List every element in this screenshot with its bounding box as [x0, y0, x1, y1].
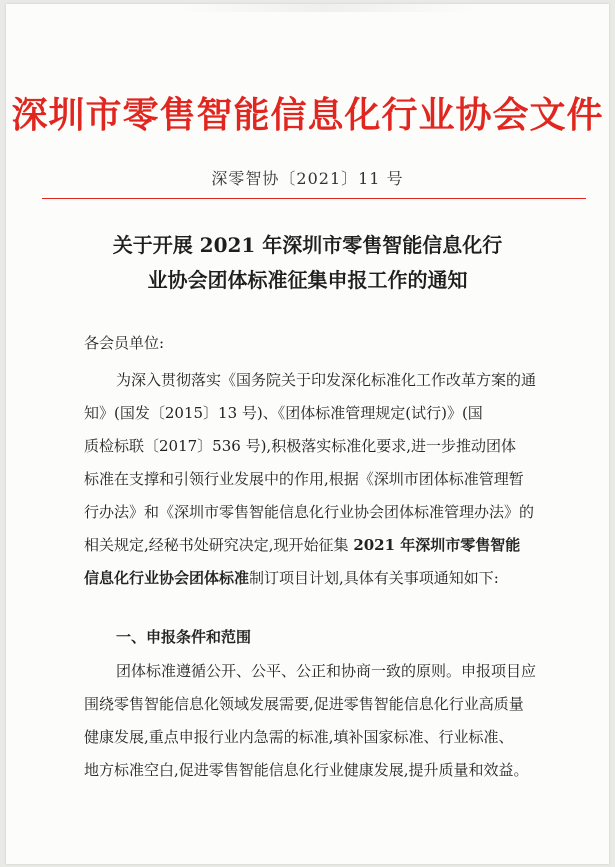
document-page	[6, 4, 609, 864]
notice-title-line-2: 业协会团体标准征集申报工作的通知	[147, 268, 468, 292]
paragraph-text: 相关规定,经秘书处研究决定,现开始征集	[84, 536, 354, 554]
section-heading: 一、申报条件和范围	[116, 628, 252, 646]
red-divider	[42, 198, 586, 199]
paragraph-line: 围绕零售智能信息化领域发展需要,促进零售智能信息化行业高质量	[84, 695, 524, 713]
scan-edge-mark	[176, 4, 476, 12]
paragraph-line: 标准在支撑和引领行业发展中的作用,根据《深圳市团体标准管理暂	[84, 470, 524, 488]
paragraph-line: 为深入贯彻落实《国务院关于印发深化标准化工作改革方案的通	[116, 371, 537, 389]
paragraph-line: 质检标联〔2017〕536 号),积极落实标准化要求,进一步推动团体	[84, 437, 516, 455]
document-number: 深零智协〔2021〕11 号	[211, 169, 404, 188]
letterhead: 深圳市零售智能信息化行业协会文件	[11, 94, 604, 136]
paragraph-line	[84, 567, 499, 589]
salutation: 各会员单位:	[84, 334, 165, 352]
paragraph-line: 健康发展,重点申报行业内急需的标准,填补国家标准、行业标准、	[84, 728, 514, 746]
paragraph-line	[84, 534, 520, 556]
paragraph-line: 团体标准遵循公开、公平、公正和协商一致的原则。申报项目应	[116, 662, 537, 680]
paragraph-line: 地方标准空白,促进零售智能信息化行业健康发展,提升质量和效益。	[84, 761, 529, 779]
paragraph-line: 知》(国发〔2015〕13 号)、《团体标准管理规定(试行)》(国	[84, 404, 483, 422]
paragraph-line: 行办法》和《深圳市零售智能信息化行业协会团体标准管理办法》的	[84, 503, 535, 521]
paragraph-text: 制订项目计划,具体有关事项通知如下:	[249, 569, 499, 587]
emphasized-text: 2021 年深圳市零售智能	[353, 536, 521, 554]
notice-title-line-1: 关于开展 2021 年深圳市零售智能信息化行	[112, 233, 503, 257]
emphasized-text: 信息化行业协会团体标准	[84, 569, 250, 587]
